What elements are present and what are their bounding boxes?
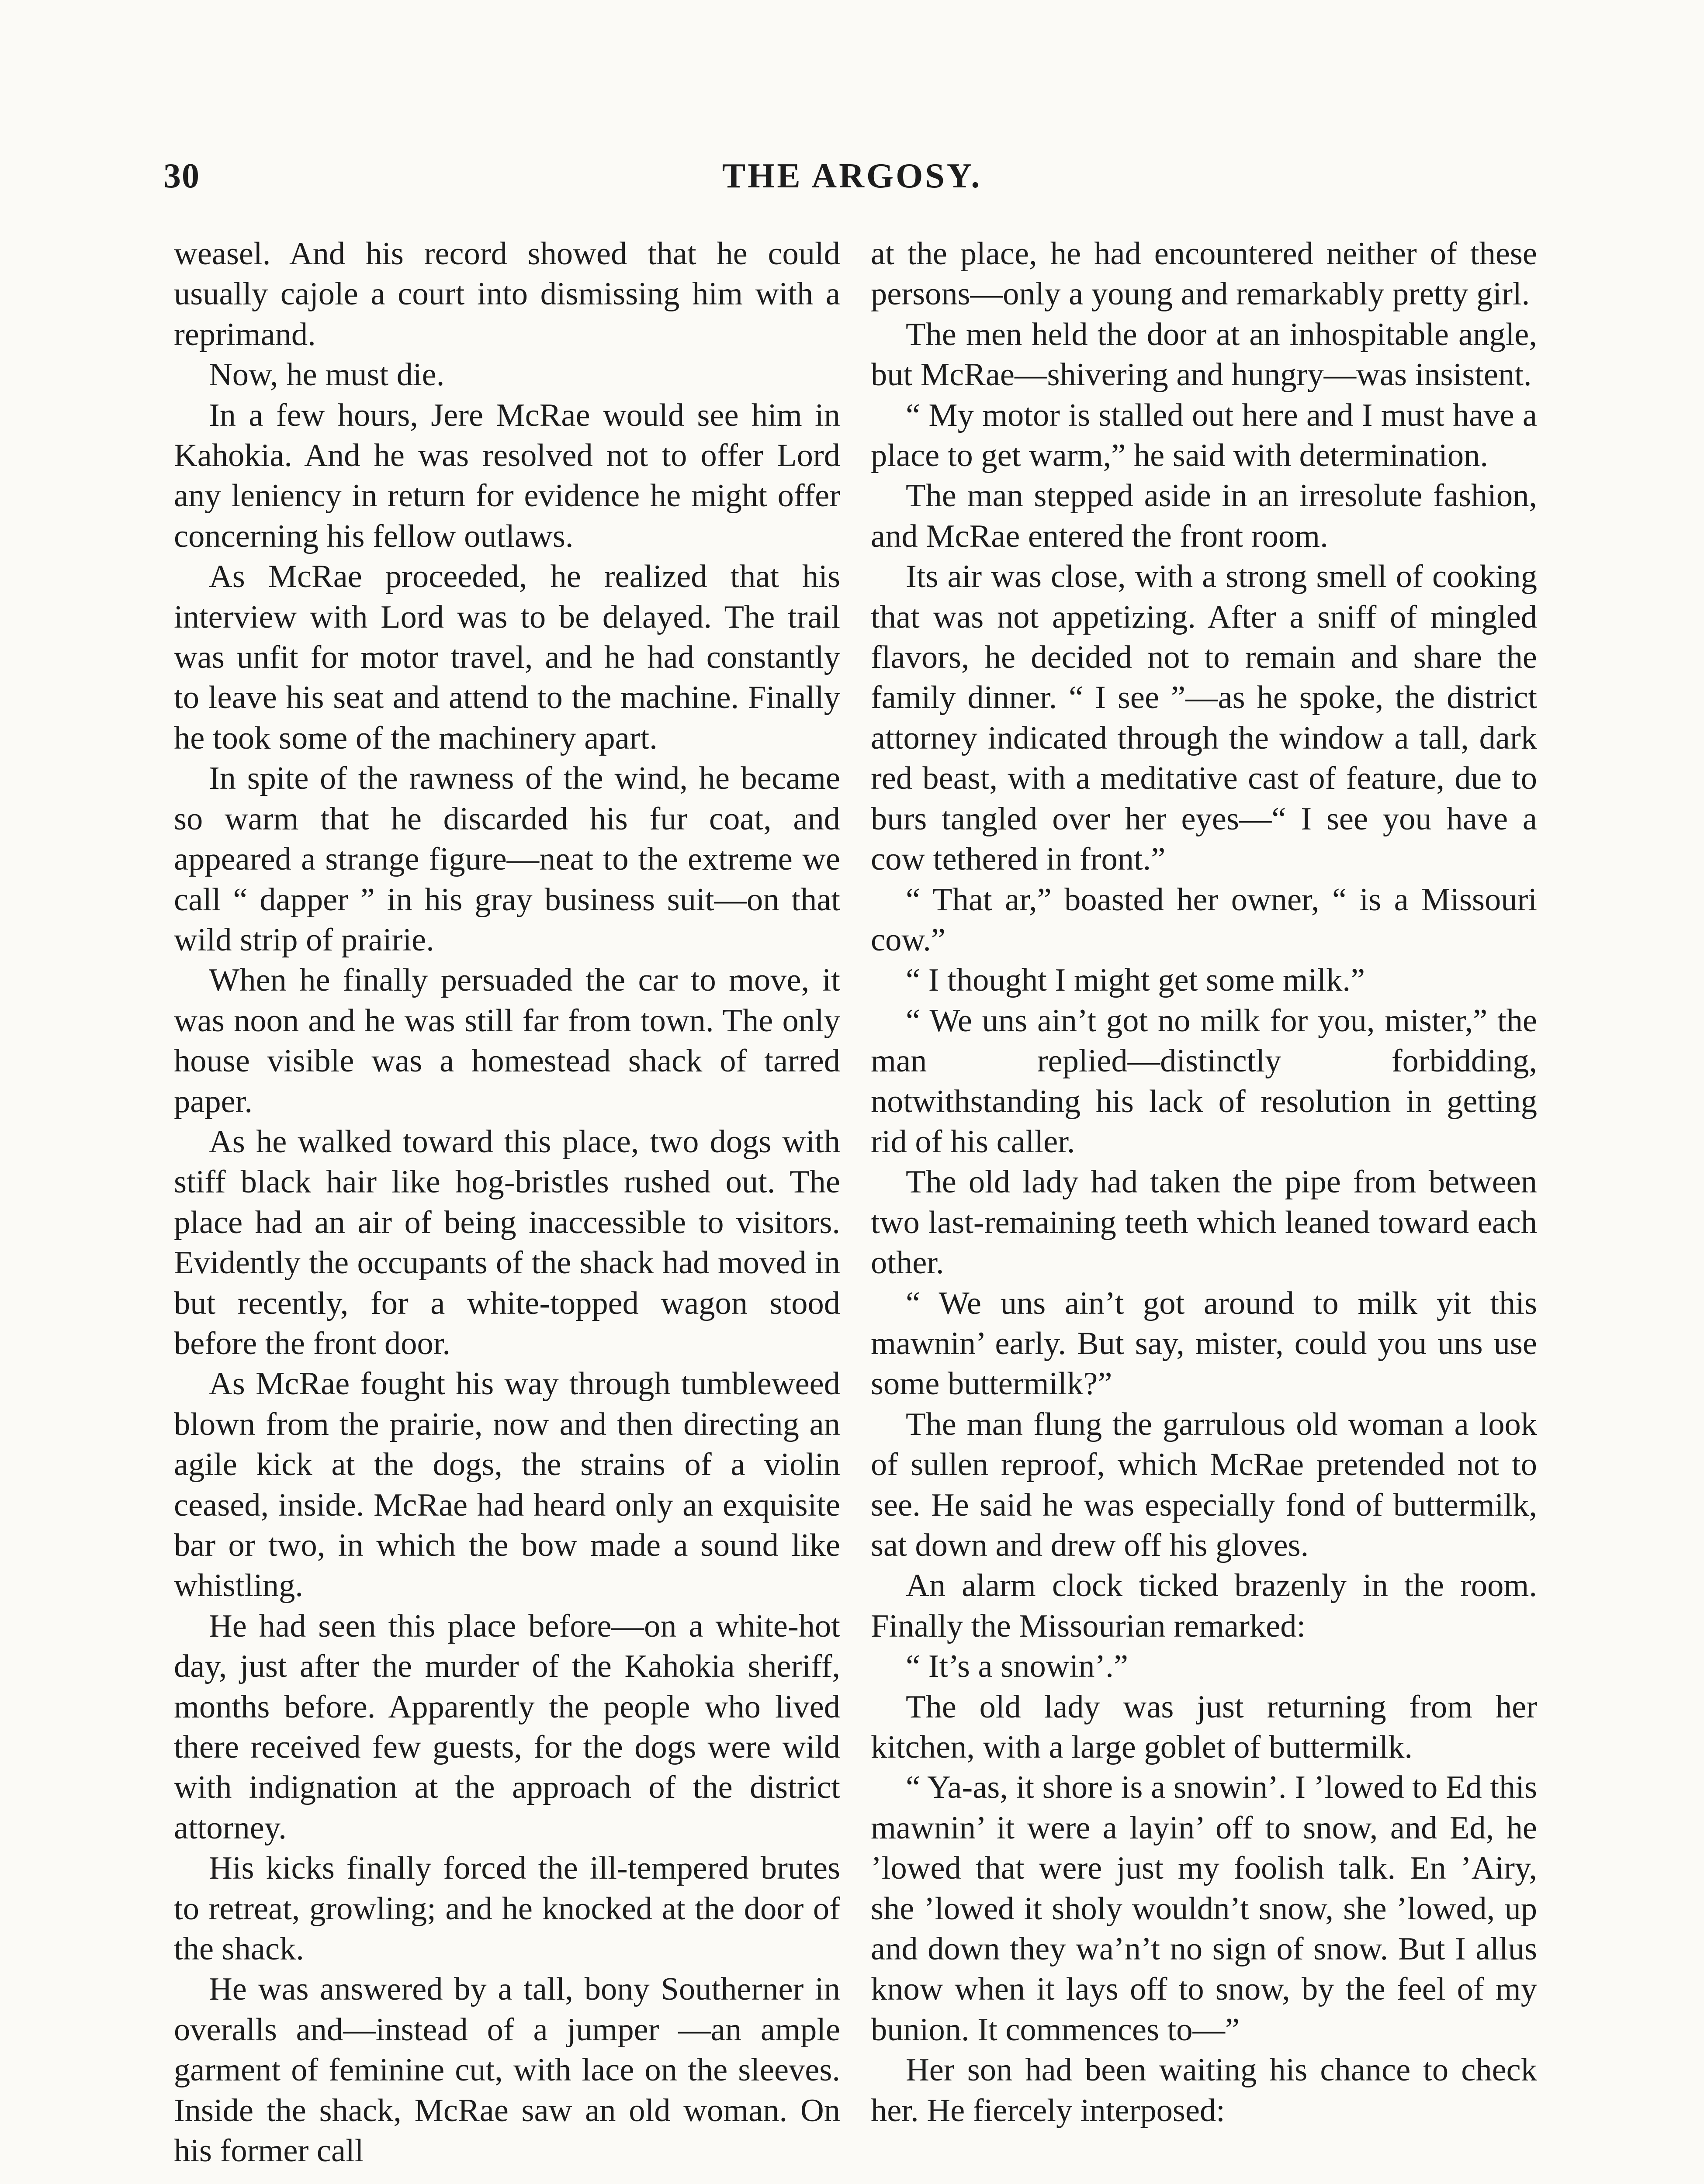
paragraph: The old lady had taken the pipe from between two last-remaining teeth which leaned toward each other. <box>871 1164 1537 1281</box>
paragraph: “ Ya-as, it shore is a snowin’. I ’lowed to Ed this mawnin’ it were a layin’ off to snow, and Ed, he ’lowed that were just my foolish talk. En ’Airy, she ’lowed it sholy wouldn’t snow, she ’lowed, up and down they wa’n’t no sign of snow. But I allus know when it lays off to snow, by the feel of my bunion. It commences to—” <box>871 1769 1537 2048</box>
left-text-column <box>174 234 840 2171</box>
paragraph: weasel. And his record showed that he could usually cajole a court into dismissing him with a reprimand. <box>174 236 840 352</box>
paragraph: “ That ar,” boasted her owner, “ is a Missouri cow.” <box>871 881 1537 958</box>
paragraph: “ We uns ain’t got around to milk yit this mawnin’ early. But say, mister, could you uns use some buttermilk?” <box>871 1285 1537 1402</box>
paragraph: When he finally persuaded the car to move, it was noon and he was still far from town. The only house visible was a homestead shack of tarred paper. <box>174 962 840 1120</box>
paragraph: As McRae proceeded, he realized that his interview with Lord was to be delayed. The trail was unfit for motor travel, and he had constantly to leave his seat and attend to the machine. Finally he took some of the machinery apart. <box>174 559 840 756</box>
paragraph: “ We uns ain’t got no milk for you, mister,” the man replied—distinctly forbidding, notwithstanding his lack of resolution in getting rid of his caller. <box>871 1002 1537 1160</box>
paragraph: As he walked toward this place, two dogs with stiff black hair like hog-bristles rushed out. The place had an air of being inaccessible to visitors. Evidently the occupants of the shack had moved in but recently, for a white-topped wagon stood before the front door. <box>174 1123 840 1362</box>
paragraph: at the place, he had encountered neither of these persons—only a young and remarkably pretty girl. <box>871 236 1537 312</box>
paragraph: As McRae fought his way through tumbleweed blown from the prairie, now and then directing an agile kick at the dogs, the strains of a violin ceased, inside. McRae had heard only an exquisite bar or two, in which the bow made a sound like whistling. <box>174 1366 840 1604</box>
paragraph: The old lady was just returning from her kitchen, with a large goblet of buttermilk. <box>871 1689 1537 1766</box>
paragraph: His kicks finally forced the ill-tempered brutes to retreat, growling; and he knocked at the door of the shack. <box>174 1850 840 1967</box>
paragraph: In a few hours, Jere McRae would see him in Kahokia. And he was resolved not to offer Lord any leniency in return for evidence he might offer concerning his fellow outlaws. <box>174 397 840 554</box>
paragraph: He was answered by a tall, bony Southerner in overalls and—instead of a jumper —an ample garment of feminine cut, with lace on the sleeves. Inside the shack, McRae saw an old woman. On his former call <box>174 1971 840 2169</box>
paragraph: An alarm clock ticked brazenly in the room. Finally the Missourian remarked: <box>871 1568 1537 1644</box>
paragraph: Its air was close, with a strong smell of cooking that was not appetizing. After a sniff of mingled flavors, he decided not to remain and share the family dinner. “ I see ”—as he spoke, the district attorney indicated through the window a tall, dark red beast, with a meditative cast of feature, due to burs tangled over her eyes—“ I see you have a cow tethered in front.” <box>871 559 1537 878</box>
paragraph: The man flung the garrulous old woman a look of sullen reproof, which McRae pretended not to see. He said he was especially fond of buttermilk, sat down and drew off his gloves. <box>871 1406 1537 1563</box>
paragraph: Her son had been waiting his chance to check her. He fiercely interposed: <box>871 2052 1537 2129</box>
paragraph: The men held the door at an inhospitable angle, but McRae—shivering and hungry—was insistent. <box>871 316 1537 393</box>
paragraph: In spite of the rawness of the wind, he became so warm that he discarded his fur coat, and appeared a strange figure—neat to the extreme we call “ dapper ” in his gray business suit—on that wild strip of prairie. <box>174 760 840 958</box>
paragraph: He had seen this place before—on a white-hot day, just after the murder of the Kahokia sheriff, months before. Apparently the people who lived there received few guests, for the dogs were wild with indignation at the approach of the district attorney. <box>174 1608 840 1846</box>
running-title: THE ARGOSY. <box>722 157 982 195</box>
paragraph: The man stepped aside in an irresolute fashion, and McRae entered the front room. <box>871 478 1537 554</box>
right-text-column <box>871 234 1537 2131</box>
paragraph: “ I thought I might get some milk.” <box>906 962 1365 999</box>
paragraph: Now, he must die. <box>209 357 445 393</box>
paragraph: “ It’s a snowin’.” <box>906 1648 1128 1685</box>
paragraph: “ My motor is stalled out here and I must have a place to get warm,” he said with determination. <box>871 397 1537 474</box>
page-number: 30 <box>163 157 200 195</box>
